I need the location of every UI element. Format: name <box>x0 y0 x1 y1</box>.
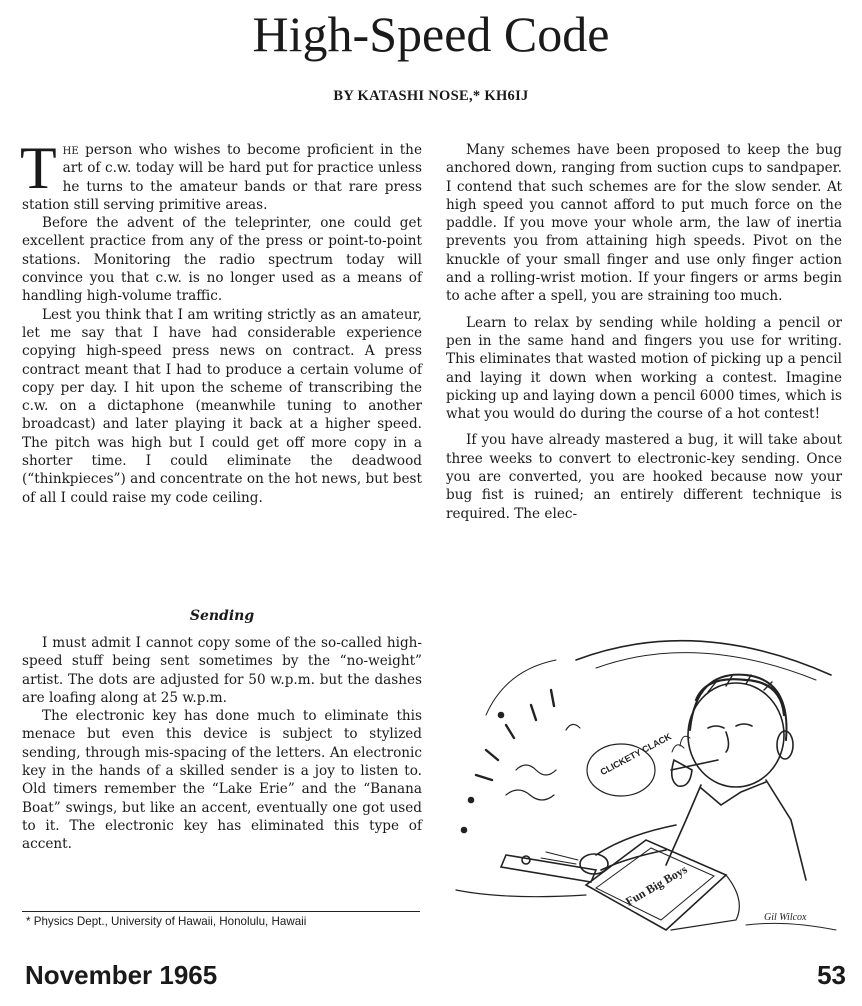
paragraph-convert: If you have already mastered a bug, it will take about three weeks to convert to electronic-key sending. Once you are converted, you are hooked because now your bug fist is ruined; an entirely different technique is required. The elec- <box>446 432 842 522</box>
magazine-cover-text: Fun Big Boys <box>623 862 690 909</box>
clickety-clack-label: CLICKETY CLACK <box>598 731 673 778</box>
page-number: 53 <box>817 960 846 990</box>
footnote-rule <box>22 911 420 912</box>
byline: BY KATASHI NOSE,* KH6IJ <box>333 88 529 104</box>
right-column <box>446 141 842 523</box>
paragraph-no-weight: I must admit I cannot copy some of the so-called high-speed stuff being sent sometimes by the “no-weight” artist. The dots are adjusted for 50 w.p.m. but the dashes are loafing along at 25 w.p.m. <box>22 635 422 706</box>
intro-paragraph <box>20 135 422 214</box>
section-heading-sending: Sending <box>189 608 255 624</box>
paragraph-teleprinter: Before the advent of the teleprinter, one could get excellent practice from any of the press or point-to-point stations. Monitoring the radio spectrum today will convince you that c.w. is no longer used as a means of handling high-volume traffic. <box>22 215 422 305</box>
paragraph-press-contract: Lest you think that I am writing strictly as an amateur, let me say that I have had considerable experience copying high-speed press news on contract. A press contract meant that I had to produce a certain volume of copy per day. I hit upon the scheme of transcribing the c.w. on a dictaphone (meanwhile tuning to another broadcast) and later playing it back at a higher speed. The pitch was high but I could get off more copy in a shorter time. I could eliminate the deadwood (“thinkpieces”) and concentrate on the hot news, but best of all I could raise my code ceiling. <box>22 306 422 506</box>
paragraph-bug-anchor: Many schemes have been proposed to keep the bug anchored down, ranging from suction cups to sandpaper. I contend that such schemes are for the slow sender. At high speed you cannot afford to put much force on the paddle. If you move your whole arm, the law of inertia prevents you from attaining high speeds. Pivot on the knuckle of your small finger and use only finger action and a rolling-wrist motion. If your fingers or arms begin to ache after a spell, you are straining too much. <box>446 142 842 305</box>
intro-smallcaps: he <box>62 142 79 158</box>
drop-cap: T <box>20 135 57 201</box>
artist-signature: Gil Wilcox <box>764 912 807 923</box>
paragraph-electronic-key: The electronic key has done much to eliminate this menace but even this device is subject to stylized sending, through mis-spacing of the letters. An electronic key in the hands of a skilled sender is a joy to listen to. Old timers remember the “Lake Erie” and the “Banana Boat” swings, but like an accent, eventually one got used to it. The electronic key has eliminated this type of accent. <box>22 708 422 853</box>
left-column-lower <box>22 634 422 854</box>
issue-date: November 1965 <box>25 960 218 990</box>
article-title: High-Speed Code <box>252 6 610 62</box>
intro-text: person who wishes to become proficient in the art of c.w. today will be hard put for practice unless he turns to the amateur bands or that rare press station still serving primitive areas. <box>22 142 422 213</box>
left-column <box>20 135 422 507</box>
cartoon-illustration <box>446 620 846 940</box>
footnote: * Physics Dept., University of Hawaii, Honolulu, Hawaii <box>26 915 307 928</box>
paragraph-relax: Learn to relax by sending while holding a pencil or pen in the same hand and fingers you use for writing. This eliminates that wasted motion of picking up a pencil and laying it down when working a contest. Imagine picking up and laying down a pencil 6000 times, which is what you would do during the course of a hot contest! <box>446 314 842 423</box>
